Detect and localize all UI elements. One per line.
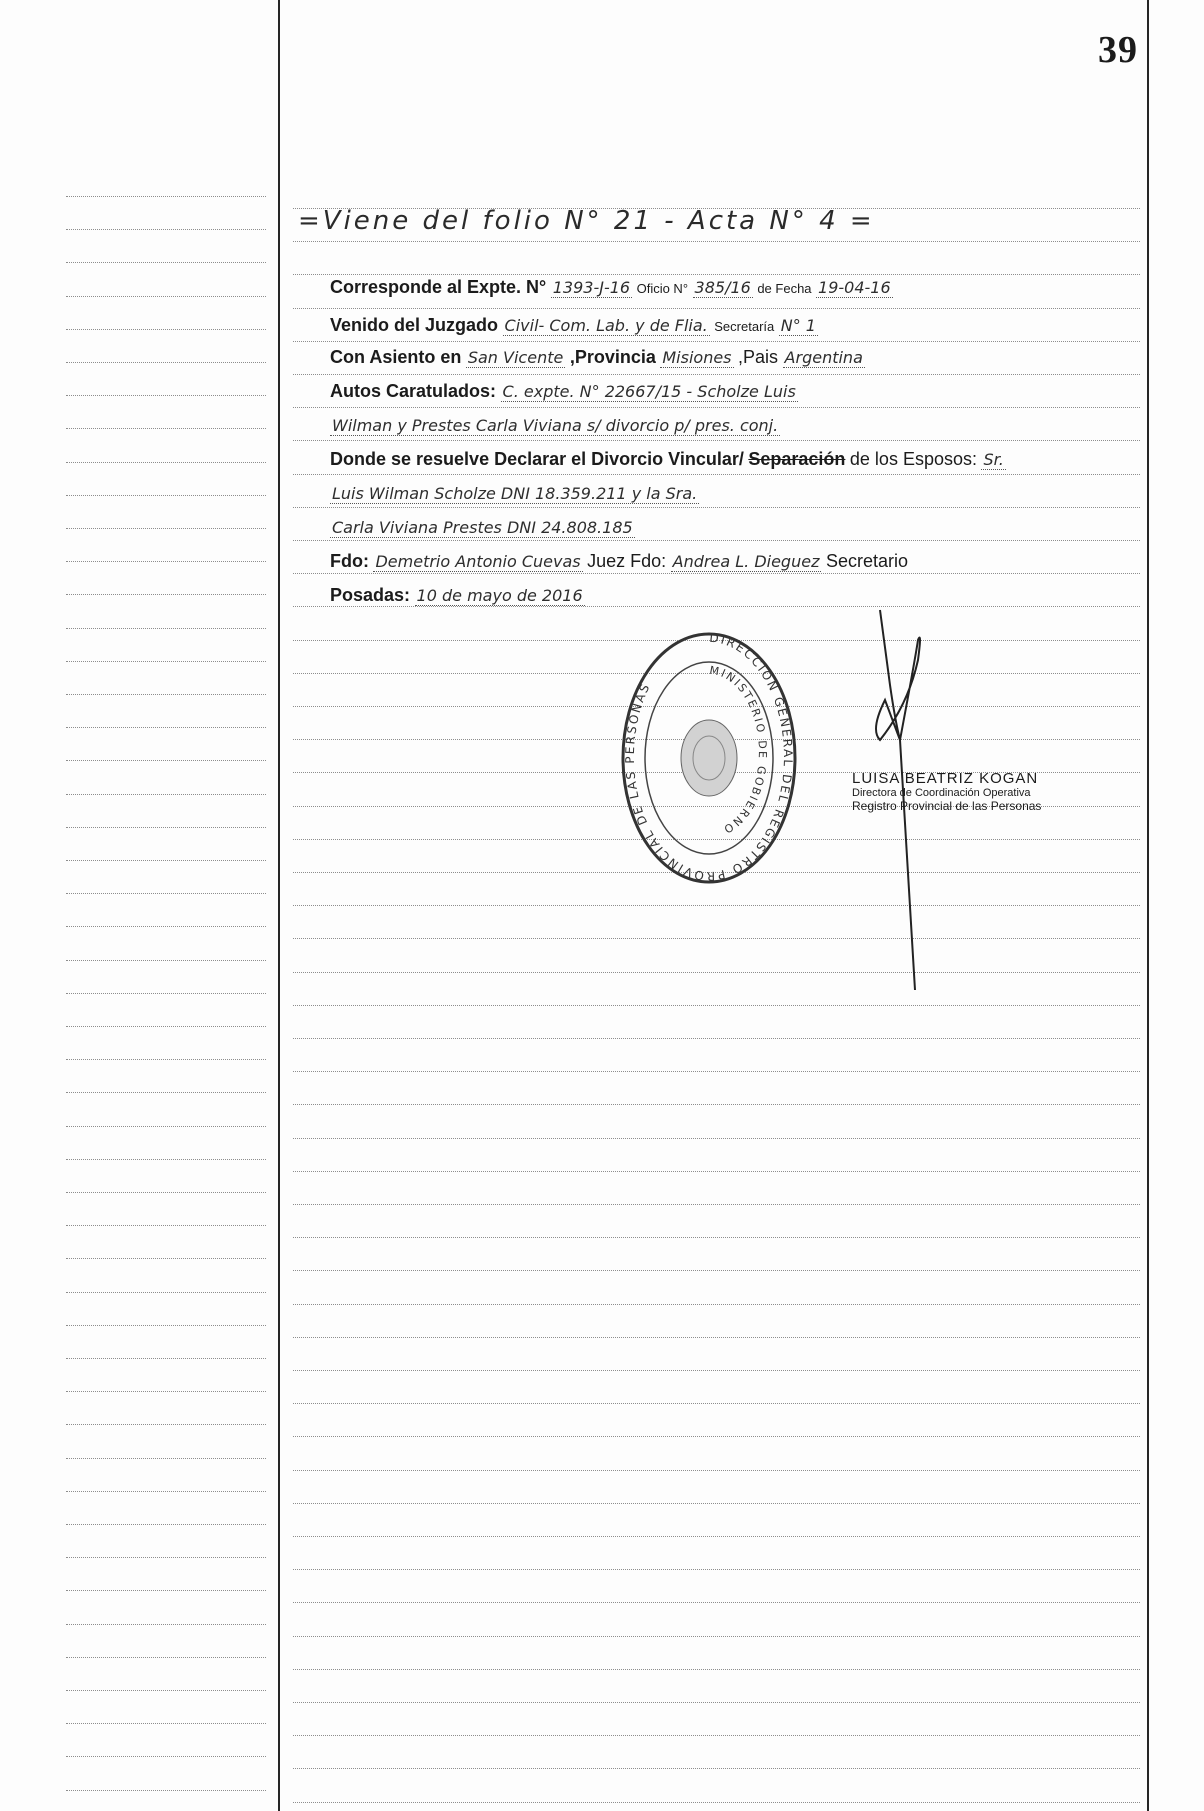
oficio-label: Oficio N° [636, 281, 689, 296]
continuation-note: =Viene del folio N° 21 - Acta N° 4 = [298, 206, 875, 236]
juzgado-row [330, 310, 1090, 340]
pais-value: Argentina [784, 348, 863, 367]
expte-value: 1393-J-16 [552, 278, 631, 297]
signatory-name: LUISA BEATRIZ KOGAN [852, 770, 1039, 787]
body-ruled-line [293, 1503, 1140, 1504]
margin-ruled-line [66, 1391, 266, 1392]
firma-row [330, 546, 1090, 576]
margin-ruled-line [66, 362, 266, 363]
body-ruled-line [293, 1370, 1140, 1371]
body-ruled-line [293, 1204, 1140, 1205]
fdo1-value: Demetrio Antonio Cuevas [375, 552, 581, 571]
right-edge-rule [1147, 0, 1149, 1811]
margin-ruled-line [66, 694, 266, 695]
body-ruled-line [293, 374, 1140, 375]
autos-label: Autos Caratulados: [330, 381, 497, 401]
body-ruled-line [293, 241, 1140, 242]
expte-label: Corresponde al Expte. N° [330, 277, 547, 297]
juzgado-value: Civil- Com. Lab. y de Flia. [504, 316, 708, 335]
oficio-value: 385/16 [694, 278, 751, 297]
expte-row [330, 272, 1090, 302]
margin-ruled-line [66, 395, 266, 396]
esposa-line: Carla Viviana Prestes DNI 24.808.185 [332, 518, 633, 537]
body-ruled-line [293, 1237, 1140, 1238]
margin-ruled-line [66, 1424, 266, 1425]
margin-ruled-line [66, 1092, 266, 1093]
autos-row-2 [330, 410, 1090, 440]
secretaria-value: N° 1 [780, 316, 816, 335]
juez-value: Andrea L. Dieguez [672, 552, 820, 571]
body-ruled-line [293, 1304, 1140, 1305]
margin-ruled-line [66, 1225, 266, 1226]
margin-ruled-line [66, 462, 266, 463]
body-ruled-line [293, 1071, 1140, 1072]
donde-label-a: Donde se resuelve Declarar el Divorcio Vincular/ [330, 449, 744, 469]
margin-rule [278, 0, 280, 1811]
body-ruled-line [293, 474, 1140, 475]
body-ruled-line [293, 1536, 1140, 1537]
signatory-role: Directora de Coordinación Operativa [852, 787, 1031, 799]
body-ruled-line [293, 1602, 1140, 1603]
body-ruled-line [293, 938, 1140, 939]
margin-ruled-line [66, 594, 266, 595]
page-number: 39 [1098, 29, 1138, 71]
body-ruled-line [293, 1038, 1140, 1039]
body-ruled-line [293, 308, 1140, 309]
secretaria-label: Secretaría [714, 319, 775, 334]
margin-ruled-line [66, 329, 266, 330]
provincia-label: ,Provincia [569, 347, 656, 367]
margin-ruled-line [66, 760, 266, 761]
seal-emblem [681, 720, 737, 796]
margin-ruled-line [66, 1756, 266, 1757]
signature-block [852, 770, 1072, 813]
margin-ruled-line [66, 860, 266, 861]
body-ruled-line [293, 1138, 1140, 1139]
juez-label: Juez Fdo: [587, 551, 667, 571]
posadas-value: 10 de mayo de 2016 [416, 586, 583, 605]
autos-value-1: C. expte. N° 22667/15 - Scholze Luis [502, 382, 796, 401]
donde-value-1: Sr. [983, 450, 1004, 469]
body-ruled-line [293, 1735, 1140, 1736]
body-ruled-line [293, 407, 1140, 408]
margin-ruled-line [66, 1325, 266, 1326]
provincia-value: Misiones [662, 348, 732, 367]
body-ruled-line [293, 1403, 1140, 1404]
esposo-line: Luis Wilman Scholze DNI 18.359.211 y la Sra. [332, 484, 698, 503]
body-ruled-line [293, 440, 1140, 441]
margin-ruled-line [66, 1126, 266, 1127]
body-ruled-line [293, 1436, 1140, 1437]
esposo-row [330, 478, 1090, 508]
body-ruled-line [293, 1768, 1140, 1769]
asiento-label: Con Asiento en [330, 347, 462, 367]
seal-outer-text: DIRECCION GENERAL DEL REGISTRO PROVINCIAL DE LAS PERSONAS [622, 630, 796, 884]
official-seal [620, 628, 798, 888]
asiento-row [330, 342, 1090, 372]
margin-ruled-line [66, 960, 266, 961]
margin-ruled-line [66, 661, 266, 662]
body-ruled-line [293, 1104, 1140, 1105]
margin-ruled-line [66, 1590, 266, 1591]
margin-ruled-line [66, 1723, 266, 1724]
margin-ruled-line [66, 794, 266, 795]
body-ruled-line [293, 1337, 1140, 1338]
body-ruled-line [293, 1470, 1140, 1471]
fecha-value: 19-04-16 [818, 278, 891, 297]
margin-ruled-line [66, 1159, 266, 1160]
pais-label: ,Pais [738, 347, 779, 367]
margin-ruled-line [66, 1524, 266, 1525]
margin-ruled-line [66, 561, 266, 562]
margin-ruled-line [66, 1026, 266, 1027]
margin-ruled-line [66, 628, 266, 629]
secretario-label: Secretario [825, 551, 909, 571]
margin-ruled-line [66, 1690, 266, 1691]
margin-ruled-line [66, 993, 266, 994]
fdo1-label: Fdo: [330, 551, 369, 571]
margin-ruled-line [66, 262, 266, 263]
body-ruled-line [293, 972, 1140, 973]
margin-ruled-line [66, 1358, 266, 1359]
body-ruled-line [293, 1702, 1140, 1703]
margin-ruled-line [66, 528, 266, 529]
donde-label-strike: Separación [748, 449, 846, 469]
margin-ruled-line [66, 296, 266, 297]
margin-ruled-line [66, 926, 266, 927]
margin-ruled-line [66, 1557, 266, 1558]
body-ruled-line [293, 1636, 1140, 1637]
fecha-label: de Fecha [757, 281, 812, 296]
body-ruled-line [293, 1669, 1140, 1670]
margin-ruled-line [66, 893, 266, 894]
autos-row [330, 376, 1090, 406]
seal-inner-text: MINISTERIO DE GOBIERNO [708, 663, 770, 837]
autos-value-2: Wilman y Prestes Carla Viviana s/ divorcio p/ pres. conj. [332, 416, 779, 435]
margin-ruled-line [66, 1624, 266, 1625]
margin-ruled-line [66, 1491, 266, 1492]
margin-ruled-line [66, 196, 266, 197]
body-ruled-line [293, 1171, 1140, 1172]
margin-ruled-line [66, 1192, 266, 1193]
margin-ruled-line [66, 1790, 266, 1791]
body-ruled-line [293, 1270, 1140, 1271]
margin-ruled-line [66, 1292, 266, 1293]
margin-ruled-line [66, 229, 266, 230]
asiento-value: San Vicente [467, 348, 564, 367]
margin-ruled-line [66, 1458, 266, 1459]
body-ruled-line [293, 905, 1140, 906]
donde-row [330, 444, 1090, 474]
esposa-row [330, 512, 1090, 542]
posadas-label: Posadas: [330, 585, 411, 605]
body-ruled-line [293, 1802, 1140, 1803]
margin-ruled-line [66, 727, 266, 728]
margin-ruled-line [66, 1657, 266, 1658]
body-ruled-line [293, 1005, 1140, 1006]
margin-ruled-line [66, 1059, 266, 1060]
margin-ruled-line [66, 827, 266, 828]
margin-ruled-line [66, 495, 266, 496]
body-ruled-line [293, 1569, 1140, 1570]
margin-ruled-line [66, 428, 266, 429]
juzgado-label: Venido del Juzgado [330, 315, 499, 335]
margin-ruled-line [66, 1258, 266, 1259]
signatory-org: Registro Provincial de las Personas [852, 799, 1042, 813]
donde-label-b: de los Esposos: [849, 449, 977, 469]
